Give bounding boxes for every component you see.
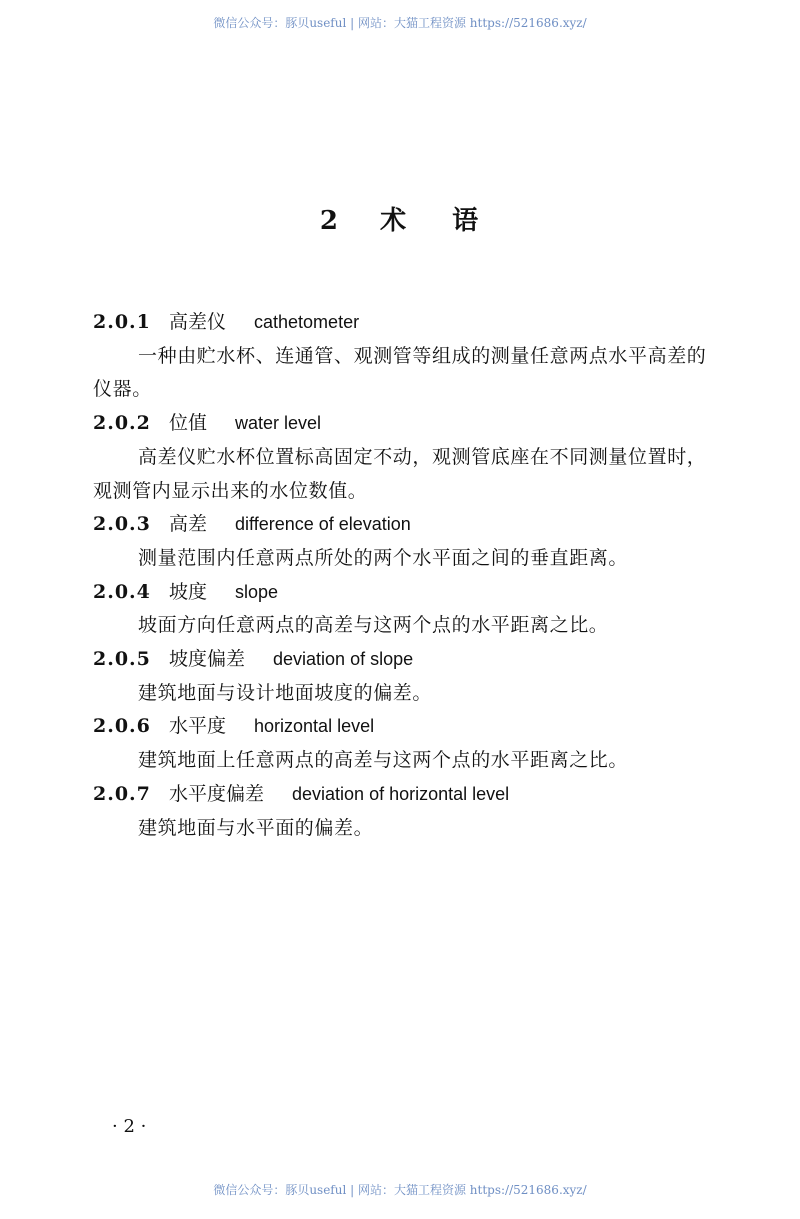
term-number: 2.0.2: [93, 412, 151, 435]
chapter-number: 2: [319, 206, 340, 236]
term-number: 2.0.6: [93, 715, 151, 738]
term-entry: [93, 778, 718, 845]
term-heading: [93, 710, 718, 744]
term-number: 2.0.3: [93, 513, 151, 536]
term-english: cathetometer: [254, 312, 360, 332]
term-definition: 坡面方向任意两点的高差与这两个点的水平距离之比。: [138, 614, 609, 637]
term-definition: 建筑地面与水平面的偏差。: [138, 816, 374, 839]
term-entry: [93, 576, 718, 643]
term-heading: [93, 407, 718, 441]
term-heading: [93, 778, 718, 812]
term-english: deviation of slope: [273, 649, 414, 670]
term-chinese: 位值: [169, 412, 208, 435]
watermark-bottom: 微信公众号：豚贝useful | 网站：大猫工程资源 https://521686.xyz/: [213, 1183, 587, 1197]
term-heading: [93, 576, 718, 610]
term-chinese: 坡度偏差: [169, 648, 246, 671]
term-chinese: 坡度: [169, 580, 208, 603]
term-definition: 建筑地面上任意两点的高差与这两个点的水平距离之比。: [138, 749, 629, 772]
watermark-top: 微信公众号：豚贝useful | 网站：大猫工程资源 https://521686.xyz/: [213, 16, 587, 30]
term-entry: [93, 643, 718, 710]
term-definition: 测量范围内任意两点所处的两个水平面之间的垂直距离。: [138, 546, 629, 569]
term-number: 2.0.1: [93, 311, 151, 333]
chapter-title-part: 语: [452, 206, 481, 236]
term-entry: [93, 306, 718, 407]
page-number: · 2 ·: [112, 1116, 147, 1137]
term-heading: [93, 508, 718, 542]
term-entry: [93, 407, 718, 508]
term-definition: 建筑地面与设计地面坡度的偏差。: [138, 681, 433, 704]
chapter-title-part: 术: [380, 206, 409, 236]
term-definition: 一种由贮水杯、连通管、观测管等组成的测量任意两点水平高差的仪器。: [93, 344, 707, 401]
terms-list: [93, 306, 718, 845]
term-chinese: 高差: [169, 513, 208, 536]
term-english: difference of elevation: [235, 514, 411, 535]
term-chinese: 水平度偏差: [169, 782, 265, 805]
chapter-title: [0, 200, 800, 237]
term-entry: [93, 710, 718, 777]
term-english: water level: [235, 413, 322, 434]
term-english: slope: [235, 581, 279, 602]
term-number: 2.0.7: [93, 782, 151, 805]
term-chinese: 高差仪: [169, 311, 227, 333]
term-number: 2.0.5: [93, 648, 151, 671]
term-english: deviation of horizontal level: [292, 783, 510, 804]
term-number: 2.0.4: [93, 580, 151, 603]
term-heading: [93, 643, 718, 677]
term-chinese: 水平度: [169, 715, 227, 738]
term-definition: 高差仪贮水杯位置标高固定不动，观测管底座在不同测量位置时，观测管内显示出来的水位数值。: [93, 445, 707, 502]
term-heading: [93, 306, 718, 340]
term-entry: [93, 508, 718, 575]
term-english: horizontal level: [254, 716, 375, 737]
